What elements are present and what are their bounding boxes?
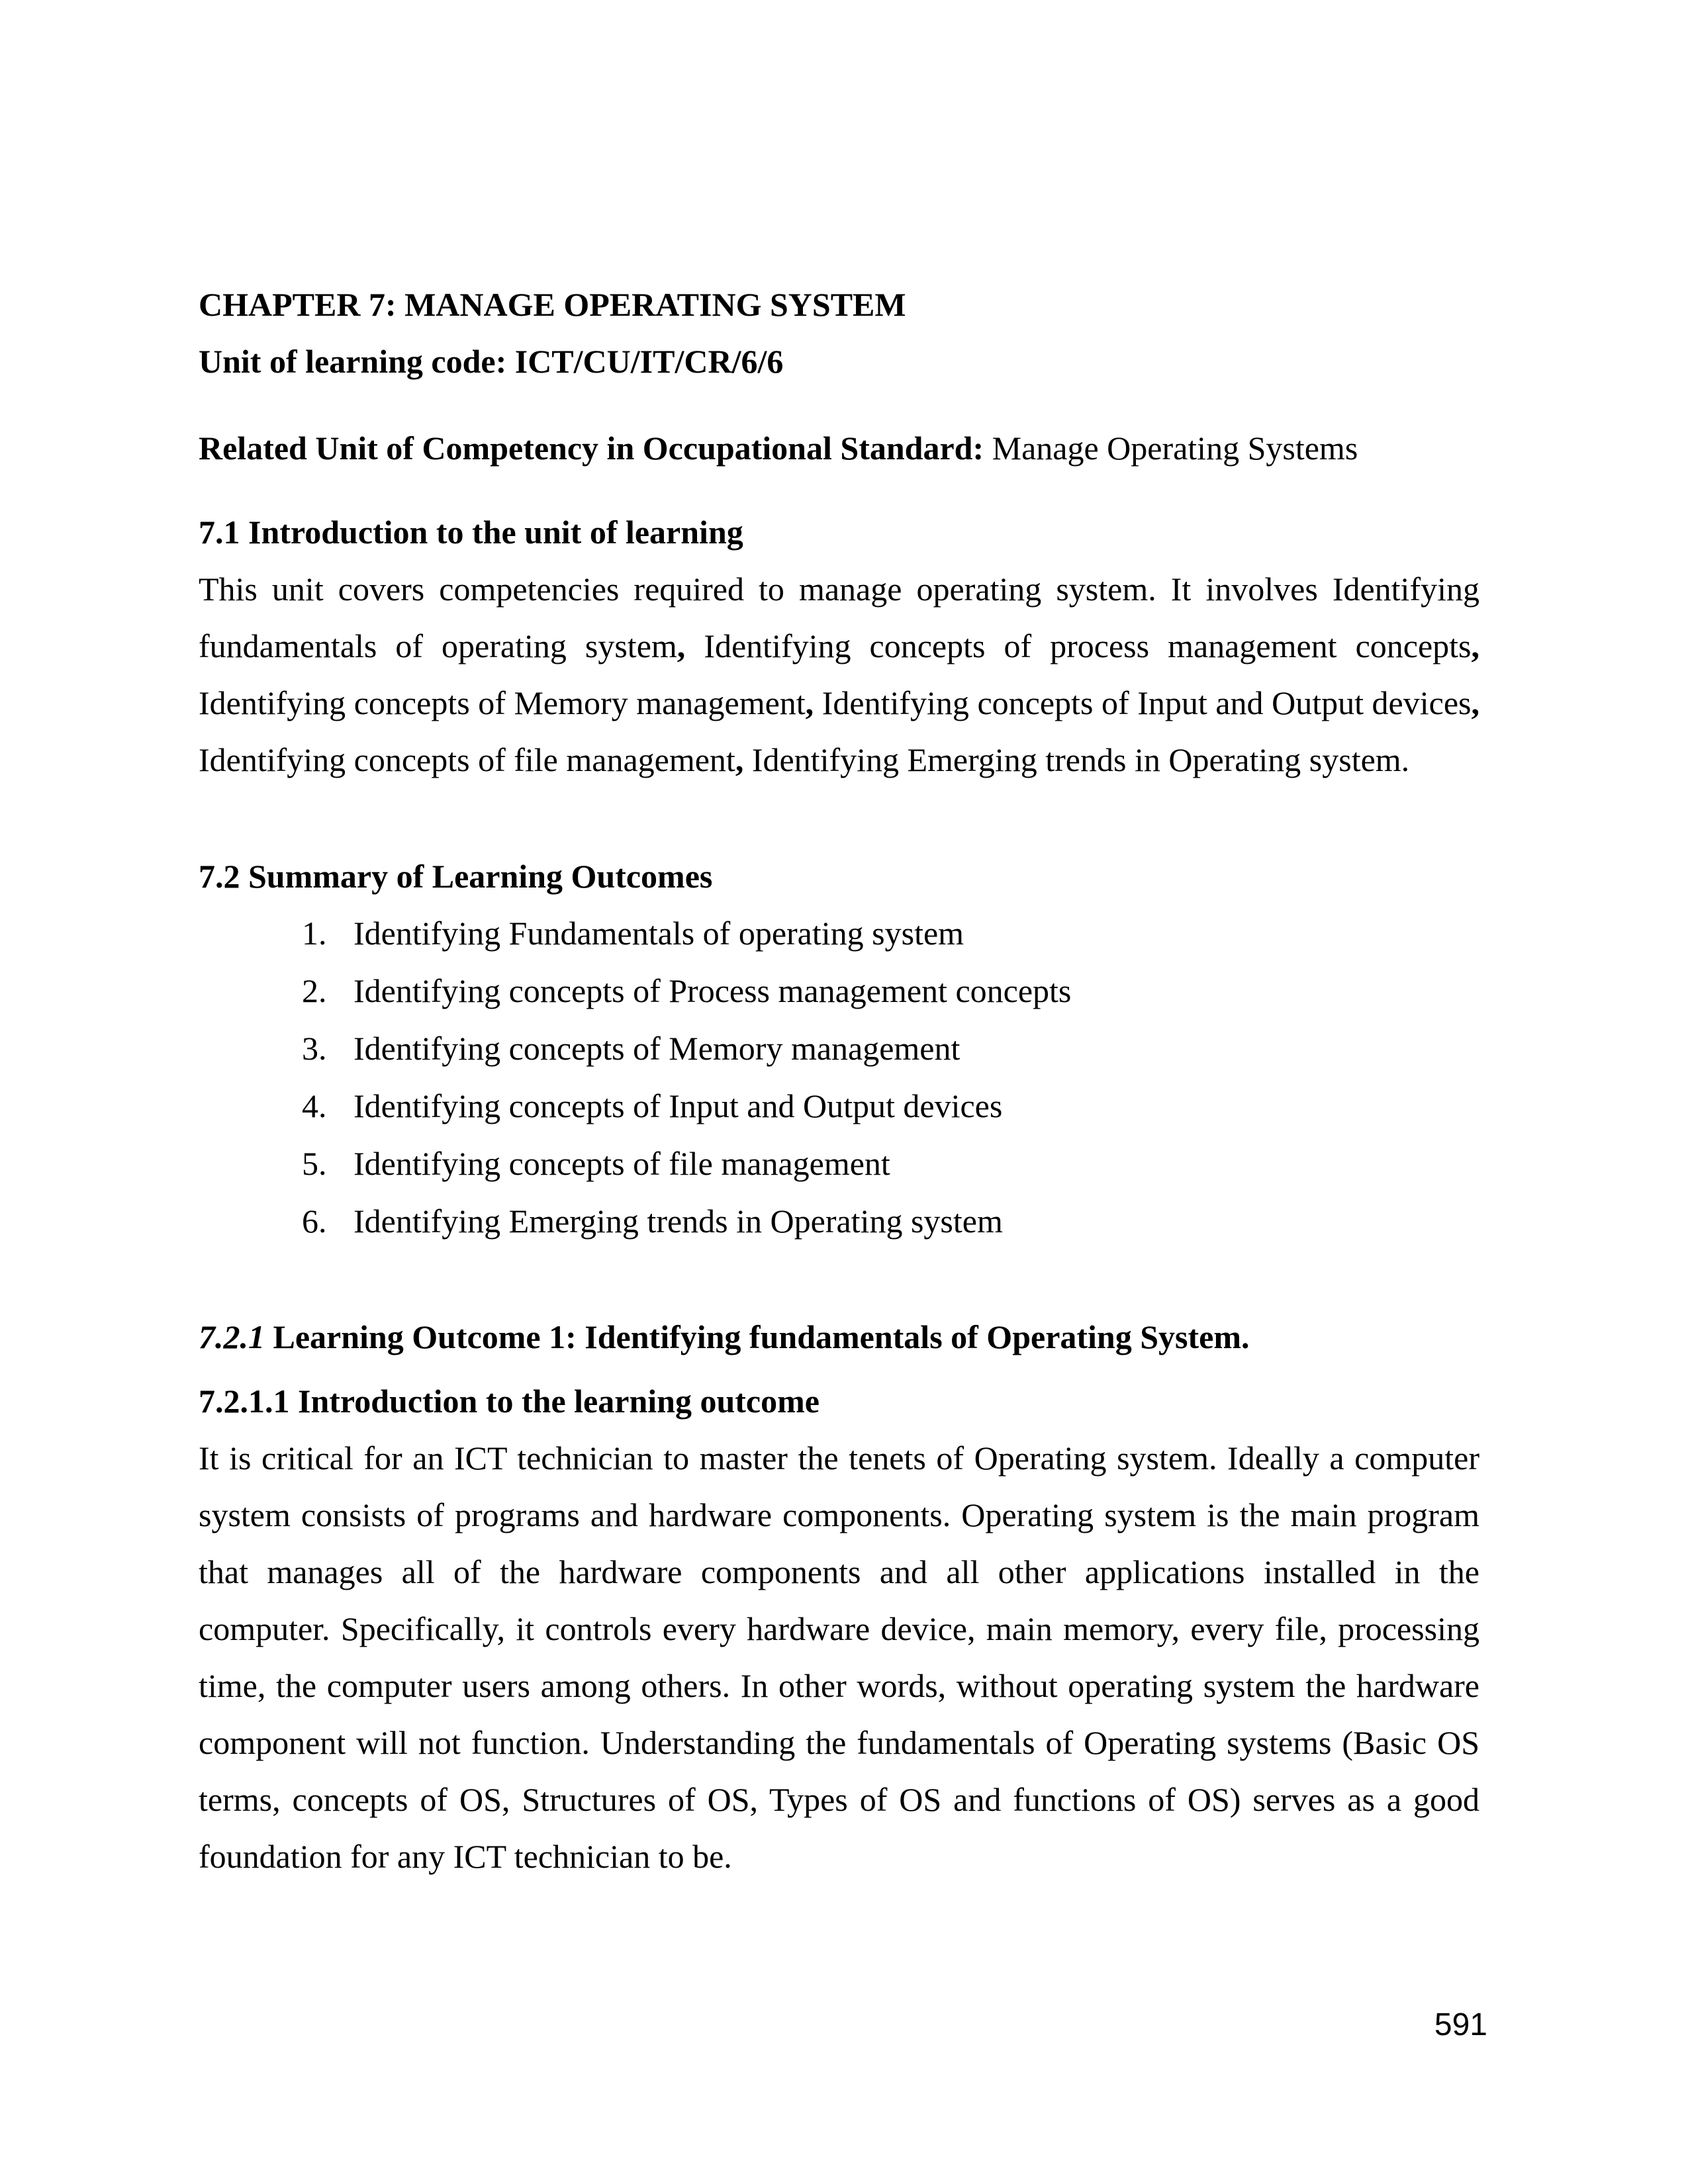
outcome-number: 3. [302,1030,327,1067]
paragraph-segment: Identifying concepts of file management [199,741,735,778]
paragraph-bold-segment: , [805,684,814,721]
learning-outcome-item [199,905,1479,962]
learning-outcomes-list [199,905,1479,1250]
outcome-text: Identifying concepts of Memory management [353,1030,961,1067]
outcome-number: 5. [302,1145,327,1182]
learning-outcome-item [199,962,1479,1020]
paragraph-segment: Identifying Emerging trends in Operating system. [743,741,1410,778]
paragraph-bold-segment: , [735,741,744,778]
outcome-text: Identifying Emerging trends in Operating system [353,1203,1003,1240]
page-number: 591 [1434,2007,1487,2042]
outcome-text: Identifying concepts of Process management concepts [353,972,1072,1009]
paragraph-bold-segment: , [1471,684,1479,721]
learning-outcome-item [199,1077,1479,1135]
related-unit-line [199,420,1479,477]
chapter-heading: CHAPTER 7: MANAGE OPERATING SYSTEM [199,286,906,323]
unit-code-heading: Unit of learning code: ICT/CU/IT/CR/6/6 [199,343,784,380]
outcome-text: Identifying concepts of file management [353,1145,890,1182]
learning-outcome-item [199,1135,1479,1193]
paragraph-segment: This unit covers competencies required to manage operating system. It involves Identifying fundamentals of operating system [199,570,1479,664]
outcome-number: 2. [302,972,327,1009]
section-7-2-1-title: Learning Outcome 1: Identifying fundamentals of Operating System. [265,1318,1250,1355]
section-7-2-1-1-paragraph: It is critical for an ICT technician to master the tenets of Operating system. Ideally a computer system consists of programs and hardware components. Operating system is the main program that manages all of the hardware components and all other applications installed in the computer. Specifically, it controls every hardware device, main memory, every file, processing time, the computer users among others. In other words, without operating system the hardware component will not function. Understanding the fundamentals of Operating systems (Basic OS terms, concepts of OS, Structures of OS, Types of OS and functions of OS) serves as a good foundation for any ICT technician to be. [199,1439,1479,1875]
section-7-2-1-number: 7.2.1 [199,1318,265,1355]
paragraph-segment: Identifying concepts of Input and Output devices [814,684,1472,721]
section-7-2-1-heading [199,1308,1479,1365]
paragraph-bold-segment: , [677,627,686,664]
outcome-text: Identifying Fundamentals of operating system [353,915,964,952]
section-7-2-1-1-heading: 7.2.1.1 Introduction to the learning outcome [199,1383,820,1420]
outcome-number: 6. [302,1203,327,1240]
section-7-1-paragraph [199,561,1479,788]
paragraph-bold-segment: , [1471,627,1479,664]
section-7-2-heading: 7.2 Summary of Learning Outcomes [199,858,713,895]
outcome-number: 4. [302,1087,327,1124]
paragraph-segment: Identifying concepts of Memory management [199,684,806,721]
section-7-1-heading: 7.1 Introduction to the unit of learning [199,514,743,551]
outcome-text: Identifying concepts of Input and Output devices [353,1087,1003,1124]
paragraph-segment: Identifying concepts of process management concepts [685,627,1472,664]
related-unit-value: Manage Operating Systems [984,430,1358,467]
outcome-number: 1. [302,915,327,952]
related-unit-label: Related Unit of Competency in Occupational Standard: [199,430,984,467]
learning-outcome-item [199,1193,1479,1250]
page-content [199,276,1479,1885]
learning-outcome-item [199,1020,1479,1077]
